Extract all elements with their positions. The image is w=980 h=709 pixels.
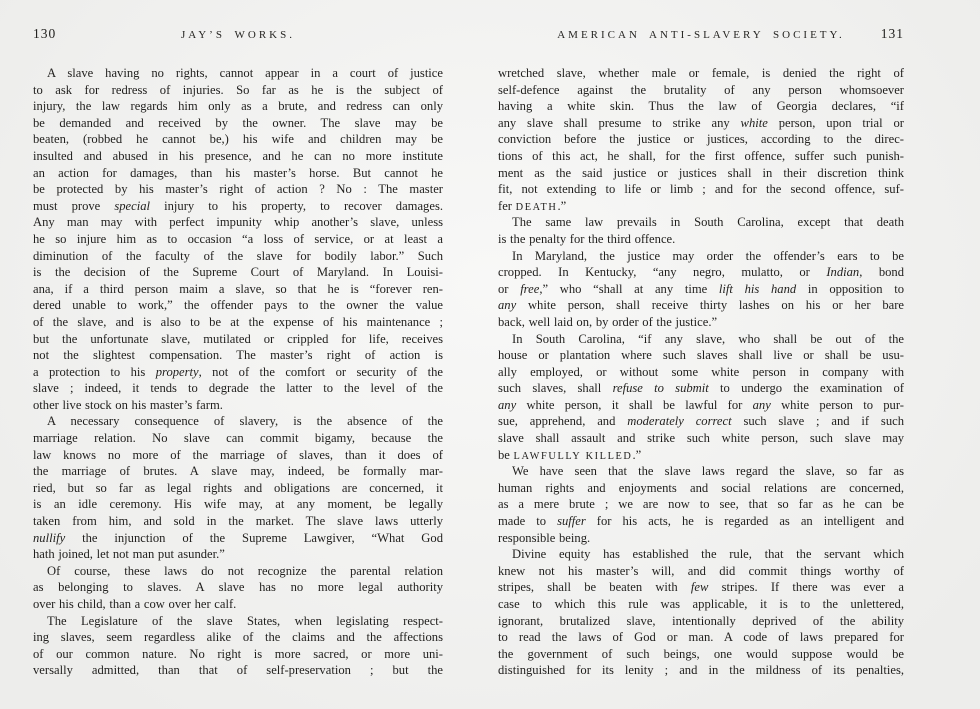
text-line: injury, the law regards him only as a brute, and redress can only (33, 99, 443, 114)
text-line: A slave having no rights, cannot appear in a court of justice (47, 66, 443, 80)
text-line: having a white skin. Thus the law of Georgia declares, “if (498, 99, 904, 114)
text-line: Of course, these laws do not recognize the parental relation (47, 563, 443, 578)
text-line: responsible being. (498, 530, 591, 545)
text-line: Divine equity has established the rule, that the servant which (512, 547, 904, 562)
text-line: We have seen that the slave laws regard the slave, so far as (512, 464, 904, 479)
text-line: marriage relation. No slave can commit bigamy, because the (33, 431, 443, 446)
text-line: the marriage of brutes. A slave may, indeed, be formally mar- (33, 464, 443, 479)
text-line: ment as the said justice or justices shall in their discretion think (498, 165, 904, 180)
text-line: insulted and abused in his presence, and he can no more institute (33, 148, 443, 163)
text-line: made to suffer for his acts, he is regarded as an intelligent and (498, 514, 904, 529)
text-line: taken from him, and sold in the market. The slave laws utterly (33, 514, 443, 529)
text-line: human rights and enjoyments and social relations are concerned, (498, 480, 904, 495)
text-line: ally employed, or without some white person in company with (498, 364, 904, 379)
text-line: over his child, than a cow over her calf. (33, 597, 237, 611)
text-line: stripes, shall be beaten with few stripes. If there was ever a (498, 580, 904, 595)
text-line: any white person, it shall be lawful for any white person to pur- (498, 397, 904, 412)
left-running-title: JAY’S WORKS. (181, 29, 295, 41)
left-page (33, 26, 443, 679)
paragraph (33, 613, 443, 679)
text-line: wretched slave, whether male or female, is denied the right of (498, 66, 904, 80)
text-line: an action for damages, than his master’s horse. But cannot he (33, 165, 443, 180)
right-page-body (498, 65, 904, 679)
text-line: The same law prevails in South Carolina, except that death (512, 215, 904, 230)
text-line: self-defence against the brutality of any person whomsoever (498, 82, 904, 97)
text-line: or free,” who “shall at any time lift his hand in opposition to (498, 281, 904, 296)
text-line: ignorant, brutalized slave, intentionally deprived of the ability (498, 613, 904, 628)
left-page-number: 130 (33, 26, 57, 41)
text-line: any slave shall presume to strike any white person, upon trial or (498, 115, 904, 130)
paragraph (33, 413, 443, 562)
text-line: the government of such beings, one would suppose would be (498, 646, 904, 661)
text-line: tions of this act, he shall, for the first offence, suffer such punish- (498, 148, 904, 163)
text-line: law knows no more of the marriage of slaves, than it does of (33, 447, 443, 462)
text-line: conviction before the justice or justices, according to the direc- (498, 132, 904, 147)
text-line: any white person, shall receive thirty lashes on his or her bare (498, 298, 904, 313)
text-line: sue, apprehend, and moderately correct such slave ; and if such (498, 414, 904, 429)
text-line: beaten, (robbed he cannot be,) his wife and children may be (33, 132, 443, 147)
text-line: a protection to his property, not of the comfort or security of the (33, 364, 443, 379)
text-line: distinguished for its lenity ; and in the mildness of its penalties, (498, 663, 904, 678)
text-line: to read the laws of God or man. A code of laws prepared for (498, 630, 904, 645)
text-line: cropped. In Kentucky, “any negro, mulatto, or Indian, bond (498, 265, 904, 280)
text-line: such slaves, shall refuse to submit to undergo the examination of (498, 381, 904, 396)
paragraph (33, 563, 443, 613)
text-line: other live stock on his master’s farm. (33, 397, 223, 412)
text-line: case to which this rule was applicable, it is to the unlettered, (498, 597, 904, 611)
text-line: be LAWFULLY KILLED.” (498, 447, 642, 462)
text-line: fit, not extending to life or limb ; and for the second offence, suf- (498, 182, 904, 197)
right-page-header (498, 26, 904, 42)
text-line: ing slaves, seem regardless alike of the claims and the affections (33, 630, 443, 645)
text-line: he so injure him as to occasion “a loss of service, or at least a (33, 231, 443, 246)
text-line: hath joined, let not man put asunder.” (33, 547, 225, 562)
text-line: A necessary consequence of slavery, is the absence of the (47, 414, 443, 429)
text-line: of our common nature. No right is more sacred, or more uni- (33, 646, 443, 661)
text-line: is the penalty for the third offence. (498, 231, 676, 246)
text-line: be demanded and received by the owner. The slave may be (33, 115, 443, 130)
text-line: knew not his master’s will, and did commit things worthy of (498, 563, 904, 578)
text-line: slave ; indeed, it tends to degrade the latter to the level of the (33, 381, 443, 396)
text-line: The Legislature of the slave States, when legislating respect- (47, 613, 443, 628)
text-line: slave shall assault and strike such white person, such slave may (498, 431, 904, 446)
paragraph (498, 331, 904, 464)
left-page-body (33, 65, 443, 679)
text-line: fer DEATH.” (498, 198, 567, 213)
right-page (498, 26, 904, 679)
right-page-number: 131 (880, 26, 904, 41)
text-line: is the decision of the Supreme Court of Maryland. In Louisi- (33, 265, 443, 280)
text-line: back, well laid on, by order of the justice.” (498, 314, 718, 329)
paragraph (498, 546, 904, 679)
text-line: ried, but so far as legal rights and obligations are concerned, it (33, 480, 443, 495)
right-running-title: AMERICAN ANTI-SLAVERY SOCIETY. (557, 29, 845, 41)
text-line: house or plantation where such slaves shall live or shall be usu- (498, 348, 904, 363)
text-line: not the slightest compensation. The master’s right of action is (33, 348, 443, 363)
text-line: In South Carolina, “if any slave, who shall be out of the (512, 331, 904, 346)
text-line: as a mere brute ; we are now to see, that so far as he can be (498, 497, 904, 512)
paragraph (498, 248, 904, 331)
text-line: Any man may with perfect impunity whip another’s slave, unless (33, 215, 443, 230)
text-line: dered unable to work,” the offender pays to the owner the value (33, 298, 443, 313)
paragraph (498, 65, 904, 214)
text-line: of the slave, and is also to be at the expense of his maintenance ; (33, 314, 443, 329)
text-line: nullify the injunction of the Supreme Lawgiver, “What God (33, 530, 443, 545)
paragraph (33, 65, 443, 413)
left-page-header (33, 26, 443, 42)
text-line: ana, if a third person maim a slave, so that he is “forever ren- (33, 281, 443, 296)
paragraph (498, 463, 904, 546)
text-line: diminution of the faculty of the slave for bodily labor.” Such (33, 248, 443, 263)
text-line: but the unfortunate slave, mutilated or crippled for life, receives (33, 331, 443, 346)
text-line: In Maryland, the justice may order the offender’s ears to be (512, 248, 904, 263)
text-line: as belonging to slaves. A slave has no more legal authority (33, 580, 443, 595)
text-line: is an idle ceremony. His wife may, at any moment, be legally (33, 497, 443, 512)
text-line: be protected by his master’s right of action ? No : The master (33, 182, 443, 197)
paragraph (498, 214, 904, 247)
text-line: to ask for redress of injuries. So far as he is the subject of (33, 82, 443, 97)
text-line: must prove special injury to his property, to recover damages. (33, 198, 443, 213)
text-line: versally admitted, than that of self-preservation ; but the (33, 663, 443, 678)
